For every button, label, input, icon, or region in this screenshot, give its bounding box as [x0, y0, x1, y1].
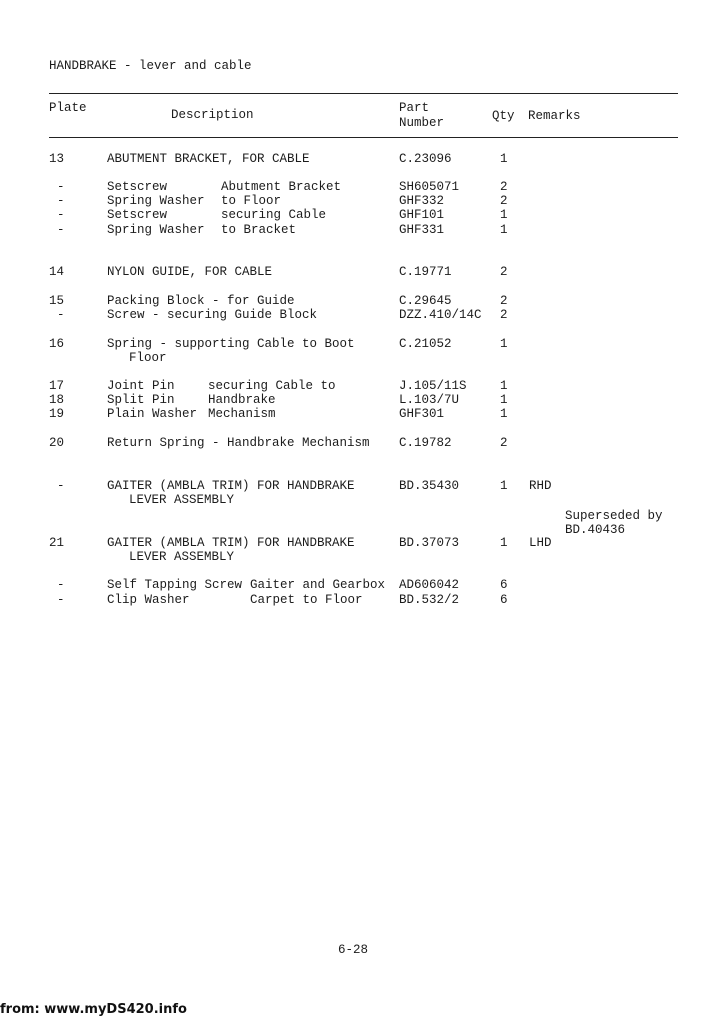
- row-part-number: J.105/11S: [399, 379, 467, 393]
- header-rule-bottom: [49, 137, 678, 138]
- row-description: NYLON GUIDE, FOR CABLE: [107, 265, 273, 279]
- page-number: 6-28: [338, 943, 369, 957]
- row-plate: 13: [49, 152, 65, 166]
- row-qty: 1: [500, 379, 508, 393]
- row-remarks: RHD: [529, 479, 552, 493]
- row-description: GAITER (AMBLA TRIM) FOR HANDBRAKE: [107, 536, 355, 550]
- row-description: GAITER (AMBLA TRIM) FOR HANDBRAKE: [107, 479, 355, 493]
- row-part-number: C.29645: [399, 294, 452, 308]
- row-description-detail: Gaiter and Gearbox: [250, 578, 386, 592]
- row-part-number: C.21052: [399, 337, 452, 351]
- row-description: Return Spring - Handbrake Mechanism: [107, 436, 370, 450]
- row-part-number: C.19782: [399, 436, 452, 450]
- row-part-number: C.23096: [399, 152, 452, 166]
- row-part-number: BD.35430: [399, 479, 460, 493]
- row-plate: 15: [49, 294, 65, 308]
- row-description: Packing Block - for Guide: [107, 294, 295, 308]
- row-qty: 1: [500, 479, 508, 493]
- row-qty: 6: [500, 578, 508, 592]
- row-description-detail: Handbrake: [208, 393, 276, 407]
- row-description-detail: Mechanism: [208, 407, 276, 421]
- row-part-number: AD606042: [399, 578, 460, 592]
- row-qty: 2: [500, 194, 508, 208]
- row-qty: 1: [500, 407, 508, 421]
- row-qty: 2: [500, 294, 508, 308]
- row-description: Spring Washer: [107, 194, 205, 208]
- row-part-number: GHF101: [399, 208, 445, 222]
- row-description: Floor: [129, 351, 167, 365]
- row-part-number: L.103/7U: [399, 393, 460, 407]
- row-plate: 21: [49, 536, 65, 550]
- row-description-detail: to Bracket: [221, 223, 297, 237]
- row-plate: 16: [49, 337, 65, 351]
- row-part-number: SH605071: [399, 180, 460, 194]
- row-plate: -: [57, 208, 65, 222]
- row-part-number: GHF332: [399, 194, 445, 208]
- row-description: Split Pin: [107, 393, 175, 407]
- row-qty: 1: [500, 337, 508, 351]
- row-qty: 1: [500, 152, 508, 166]
- row-description: Joint Pin: [107, 379, 175, 393]
- row-description: Setscrew: [107, 180, 168, 194]
- row-remarks: LHD: [529, 536, 552, 550]
- row-plate: -: [57, 223, 65, 237]
- header-qty: Qty: [492, 109, 515, 123]
- row-description-detail: Abutment Bracket: [221, 180, 342, 194]
- row-plate: -: [57, 308, 65, 322]
- row-description: ABUTMENT BRACKET, FOR CABLE: [107, 152, 310, 166]
- row-qty: 1: [500, 223, 508, 237]
- supersession-note-line2: BD.40436: [565, 523, 626, 537]
- header-description: Description: [171, 108, 254, 122]
- row-qty: 1: [500, 536, 508, 550]
- row-description: Spring Washer: [107, 223, 205, 237]
- row-plate: 18: [49, 393, 65, 407]
- row-description-detail: securing Cable to: [208, 379, 336, 393]
- row-qty: 2: [500, 180, 508, 194]
- row-plate: -: [57, 180, 65, 194]
- section-title: HANDBRAKE - lever and cable: [49, 59, 252, 73]
- row-qty: 6: [500, 593, 508, 607]
- row-qty: 2: [500, 265, 508, 279]
- header-rule-top: [49, 93, 678, 94]
- supersession-note-line1: Superseded by: [565, 509, 663, 523]
- row-part-number: GHF301: [399, 407, 445, 421]
- row-part-number: DZZ.410/14C: [399, 308, 482, 322]
- row-description: Spring - supporting Cable to Boot: [107, 337, 355, 351]
- header-plate: Plate: [49, 101, 87, 115]
- header-remarks: Remarks: [528, 109, 581, 123]
- row-plate: 17: [49, 379, 65, 393]
- row-description-detail: Carpet to Floor: [250, 593, 363, 607]
- row-part-number: BD.532/2: [399, 593, 460, 607]
- header-part-line2: Number: [399, 116, 445, 130]
- row-description: Plain Washer: [107, 407, 198, 421]
- row-qty: 1: [500, 208, 508, 222]
- footer-source: from: www.myDS420.info: [0, 1002, 187, 1017]
- row-part-number: C.19771: [399, 265, 452, 279]
- row-description: Screw - securing Guide Block: [107, 308, 318, 322]
- row-plate: 19: [49, 407, 65, 421]
- row-qty: 1: [500, 393, 508, 407]
- row-description: Setscrew: [107, 208, 168, 222]
- row-plate: 20: [49, 436, 65, 450]
- row-plate: -: [57, 194, 65, 208]
- row-description-detail: to Floor: [221, 194, 282, 208]
- row-description: LEVER ASSEMBLY: [129, 493, 235, 507]
- row-plate: 14: [49, 265, 65, 279]
- row-plate: -: [57, 479, 65, 493]
- row-qty: 2: [500, 308, 508, 322]
- row-plate: -: [57, 578, 65, 592]
- row-part-number: GHF331: [399, 223, 445, 237]
- row-description: Self Tapping Screw: [107, 578, 243, 592]
- row-description-detail: securing Cable: [221, 208, 327, 222]
- row-description: Clip Washer: [107, 593, 190, 607]
- header-part-line1: Part: [399, 101, 430, 115]
- row-description: LEVER ASSEMBLY: [129, 550, 235, 564]
- row-plate: -: [57, 593, 65, 607]
- row-part-number: BD.37073: [399, 536, 460, 550]
- row-qty: 2: [500, 436, 508, 450]
